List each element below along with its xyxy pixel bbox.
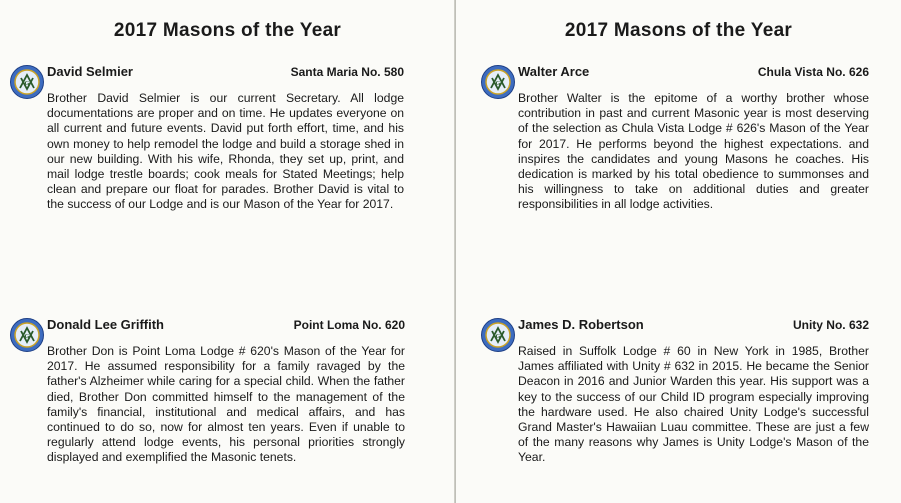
mason-description: Brother David Selmier is our current Secretary. All lodge documentations are proper and on time. He updates everyone on all current and future events. David put forth effort, time, and his own money to help remodel the lodge and build a storage shed in our new building. With his wife, Rhonda, they set up, print, and mail lodge trestle boards; cook meals for Stated Meetings; help clean and prepare our float for parades. Brother David is vital to the success of our Lodge and is our Mason of the Year for 2017. (47, 91, 404, 212)
mason-entry (9, 317, 405, 487)
mason-description: Raised in Suffolk Lodge # 60 in New York in 1985, Brother James affiliated with Unity # 632 in 2015. He became the Senior Deacon in 2016 and Junior Warden this year. His support was a key to the success of our Child ID program especially improving the hardware used. He also chaired Unity Lodge's successful Grand Master's Hawaiian Luau committee. These are just a few of the many reasons why James is Unity Lodge's Mason of the Year. (518, 344, 869, 465)
mason-name: David Selmier (47, 64, 133, 79)
masonic-seal-icon (480, 64, 516, 100)
lodge-name: Unity No. 632 (792, 318, 869, 332)
page-title: 2017 Masons of the Year (113, 20, 342, 41)
right-page (456, 0, 901, 503)
mason-entry (9, 64, 404, 234)
svg-text:G: G (495, 334, 501, 340)
lodge-name: Santa Maria No. 580 (290, 65, 404, 79)
mason-name: Walter Arce (518, 64, 590, 79)
mason-description: Brother Don is Point Loma Lodge # 620's Mason of the Year for 2017. He assumed responsibility for a family ravaged by the father's Alzheimer while caring for a special child. When the father died, Brother Don committed himself to the management of the family's financial, institutional and medical affairs, and has continued to do so, now for almost ten years. Even if unable to regularly attend lodge events, his personal priorities strongly displayed and exemplified the Masonic tenets. (47, 344, 405, 465)
svg-text:G: G (495, 81, 501, 87)
mason-name: James D. Robertson (518, 317, 644, 332)
svg-text:G: G (24, 81, 30, 87)
masonic-seal-icon (9, 64, 45, 100)
mason-entry (480, 64, 869, 234)
page-title: 2017 Masons of the Year (564, 20, 793, 41)
masonic-seal-icon (9, 317, 45, 353)
lodge-name: Point Loma No. 620 (293, 318, 405, 332)
svg-text:G: G (24, 334, 30, 340)
lodge-name: Chula Vista No. 626 (757, 65, 869, 79)
mason-name: Donald Lee Griffith (47, 317, 164, 332)
mason-description: Brother Walter is the epitome of a worthy brother whose contribution in past and current Masonic year is most deserving of the selection as Chula Vista Lodge # 626's Mason of the Year for 2017. He performs beyond the highest expectations. and inspires the candidates and young Masons he coaches. His dedication is marked by his total obedience to summonses and his willingness to take on additional duties and greater responsibilities in all lodge activities. (518, 91, 869, 212)
mason-entry (480, 317, 869, 487)
masonic-seal-icon (480, 317, 516, 353)
